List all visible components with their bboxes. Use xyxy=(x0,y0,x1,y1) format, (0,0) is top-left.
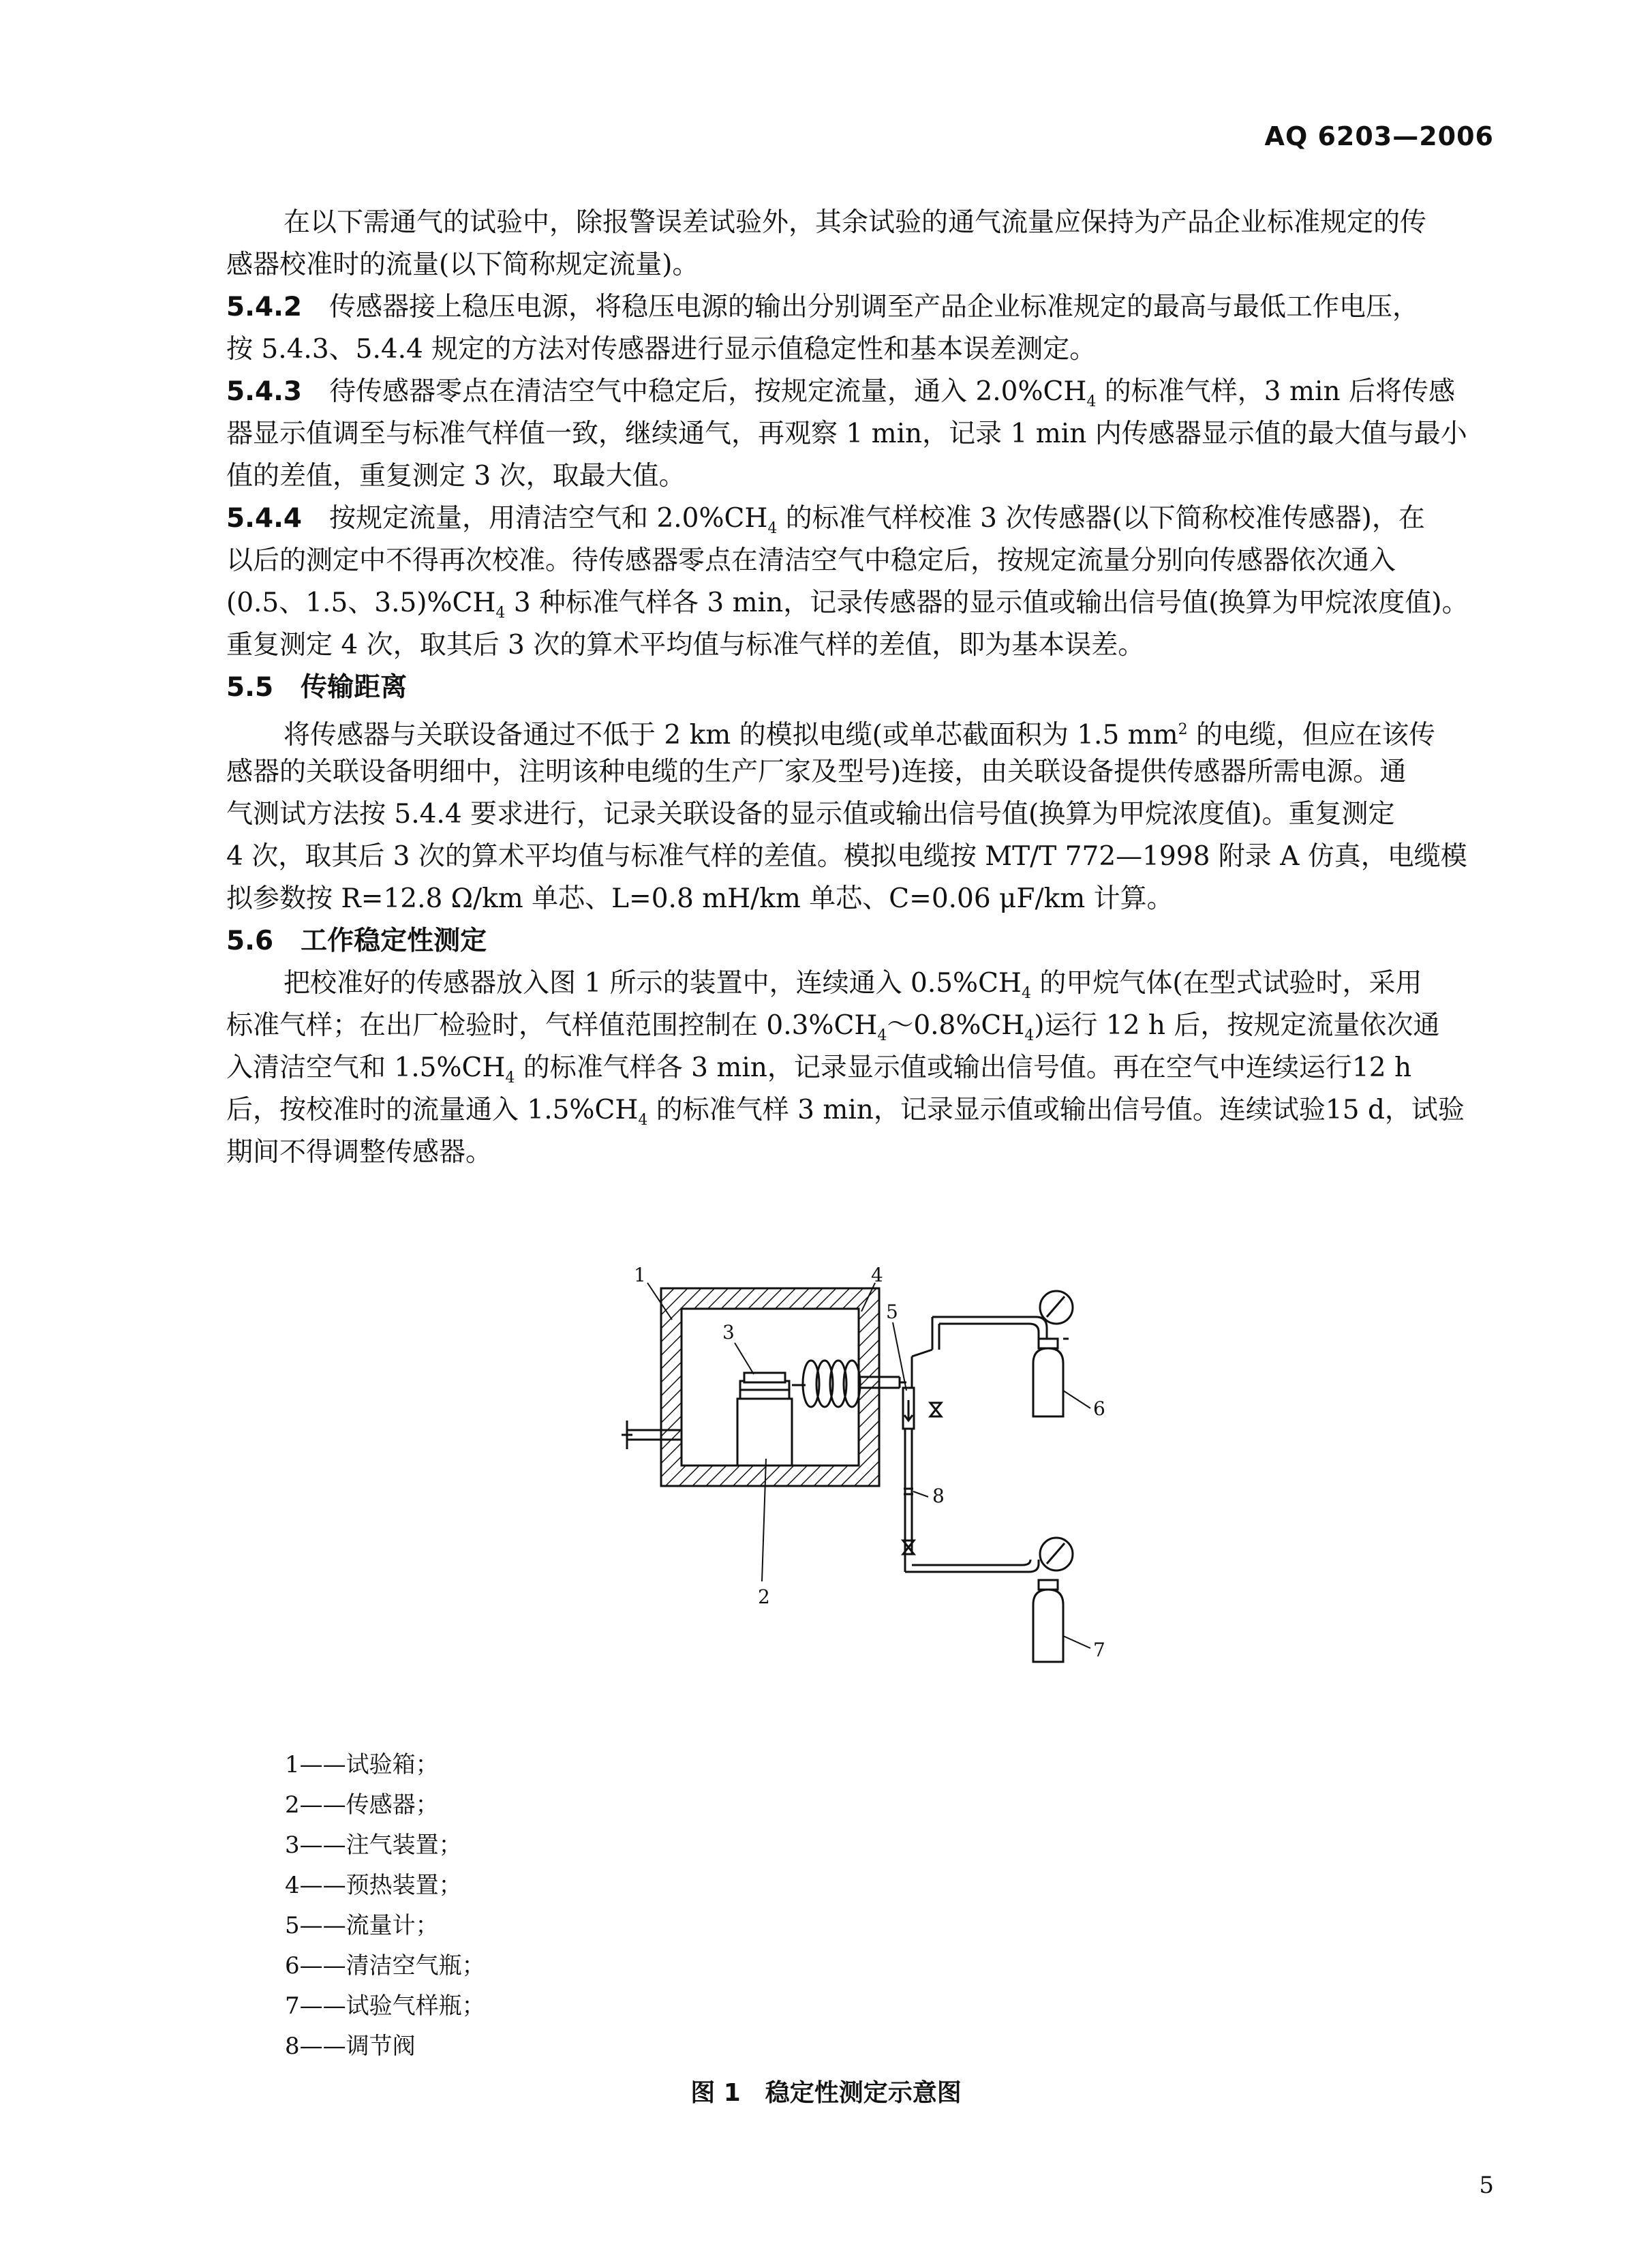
text-line xyxy=(226,455,1540,498)
clean-air-cylinder xyxy=(1033,1291,1073,1416)
section-line xyxy=(226,371,1540,413)
subscript: 4 xyxy=(1021,984,1031,1002)
text-segment: 工作稳定性测定 xyxy=(301,926,487,956)
label-5: 5 xyxy=(886,1301,898,1323)
subscript: 4 xyxy=(495,604,506,622)
text-segment: 按规定流量，用清洁空气和 2.0%CH xyxy=(329,503,768,534)
label-8: 8 xyxy=(932,1485,945,1507)
text-segment: 在以下需通气的试验中，除报警误差试验外，其余试验的通气流量应保持为产品企业标准规定的传 xyxy=(284,207,1427,238)
text-segment: 的标准气样，3 min 后将传感 xyxy=(1096,376,1455,407)
legend-item: 7——试验气样瓶； xyxy=(285,1992,485,2020)
legend-item: 5——流量计； xyxy=(285,1912,439,1939)
superscript: 2 xyxy=(1178,721,1188,738)
text-segment: 值的差值，重复测定 3 次，取最大值。 xyxy=(226,461,686,491)
section-line xyxy=(226,498,1540,540)
legend-item: 4——预热装置； xyxy=(285,1872,462,1899)
text-segment: 拟参数按 R=12.8 Ω/km 单芯、L=0.8 mH/km 单芯、C=0.06 μF/km 计算。 xyxy=(226,883,1174,914)
body-text xyxy=(226,202,1540,1174)
legend-item: 8——调节阀 xyxy=(285,2033,416,2060)
text-line xyxy=(226,793,1540,836)
text-segment: 按 5.4.3、5.4.4 规定的方法对传感器进行显示值稳定性和基本误差测定。 xyxy=(226,334,1097,365)
text-line xyxy=(226,1089,1540,1132)
text-line xyxy=(226,329,1540,371)
text-line xyxy=(226,202,1540,244)
piping xyxy=(900,1317,1047,1572)
text-segment: 的电缆，但应在该传 xyxy=(1187,720,1436,750)
text-line xyxy=(226,878,1540,920)
text-line xyxy=(226,624,1540,667)
text-segment: 传感器接上稳压电源，将稳压电源的输出分别调至产品企业标准规定的最高与最低工作电压， xyxy=(329,292,1420,322)
legend-item: 3——注气装置； xyxy=(285,1832,462,1859)
text-segment: 气测试方法按 5.4.4 要求进行，记录关联设备的显示值或输出信号值(换算为甲烷浓度值)。重复测定 xyxy=(226,799,1395,830)
legend-item: 1——试验箱； xyxy=(285,1751,439,1778)
text-segment: 后，按校准时的流量通入 1.5%CH xyxy=(226,1095,639,1125)
label-4: 4 xyxy=(871,1264,883,1286)
text-line xyxy=(226,582,1540,624)
text-segment: 将传感器与关联设备通过不低于 2 km 的模拟电缆(或单芯截面积为 1.5 mm xyxy=(284,720,1178,750)
subscript: 4 xyxy=(505,1069,515,1087)
subscript: 4 xyxy=(877,1027,887,1044)
text-segment: 的标准气样校准 3 次传感器(以下简称校准传感器)，在 xyxy=(777,503,1425,534)
text-segment: 器显示值调至与标准气样值一致，继续通气，再观察 1 min，记录 1 min 内传感器显示值的最大值与最小 xyxy=(226,419,1467,449)
text-line xyxy=(226,836,1540,878)
text-segment: 3 种标准气样各 3 min，记录传感器的显示值或输出信号值(换算为甲烷浓度值)。 xyxy=(505,588,1469,618)
text-line xyxy=(226,540,1540,582)
legend-item: 2——传感器； xyxy=(285,1791,439,1819)
text-segment: ～0.8%CH xyxy=(887,1010,1025,1041)
text-segment: 传输距离 xyxy=(301,672,408,703)
page-number: 5 xyxy=(1479,2172,1494,2199)
text-segment: 期间不得调整传感器。 xyxy=(226,1137,493,1168)
subscript: 4 xyxy=(1024,1027,1035,1044)
text-segment: (0.5、1.5、3.5)%CH xyxy=(226,588,496,618)
label-2: 2 xyxy=(758,1585,770,1608)
label-3: 3 xyxy=(722,1321,735,1344)
text-segment: 入清洁空气和 1.5%CH xyxy=(226,1052,506,1083)
section-line xyxy=(226,286,1540,329)
label-6: 6 xyxy=(1093,1397,1105,1420)
text-segment: 待传感器零点在清洁空气中稳定后，按规定流量，通入 2.0%CH xyxy=(329,376,1087,407)
text-line xyxy=(226,244,1540,286)
text-line xyxy=(226,1047,1540,1089)
text-line xyxy=(226,751,1540,793)
text-segment: 的甲烷气体(在型式试验时，采用 xyxy=(1030,968,1422,999)
text-segment: 把校准好的传感器放入图 1 所示的装置中，连续通入 0.5%CH xyxy=(284,968,1022,999)
text-segment: 感器校准时的流量(以下简称规定流量)。 xyxy=(226,249,699,280)
text-segment: 标准气样；在出厂检验时，气样值范围控制在 0.3%CH xyxy=(226,1010,878,1041)
text-line xyxy=(226,413,1540,455)
label-7: 7 xyxy=(1093,1639,1105,1661)
section-number: 5.4.2 xyxy=(226,292,303,322)
section-number: 5.6 xyxy=(226,926,274,956)
section-line xyxy=(226,920,1540,962)
figure-legend xyxy=(285,1745,485,2067)
text-segment: 的标准气样各 3 min，记录显示值或输出信号值。再在空气中连续运行12 h xyxy=(515,1052,1412,1083)
subscript: 4 xyxy=(638,1111,648,1129)
text-segment: 以后的测定中不得再次校准。待传感器零点在清洁空气中稳定后，按规定流量分别向传感器依次通入 xyxy=(226,545,1396,576)
text-segment: 重复测定 4 次，取其后 3 次的算术平均值与标准气样的差值，即为基本误差。 xyxy=(226,630,1145,661)
test-gas-cylinder xyxy=(1033,1538,1073,1662)
figure-caption: 图 1 稳定性测定示意图 xyxy=(690,2079,962,2107)
section-number: 5.4.4 xyxy=(226,503,303,534)
stability-test-diagram xyxy=(586,1254,1199,1718)
document-code: AQ 6203—2006 xyxy=(1264,121,1494,151)
text-segment: 4 次，取其后 3 次的算术平均值与标准气样的差值。模拟电缆按 MT/T 772—1998 附录 A 仿真，电缆模 xyxy=(226,841,1467,872)
text-segment: 的标准气样 3 min，记录显示值或输出信号值。连续试验15 d，试验 xyxy=(647,1095,1465,1125)
sensor xyxy=(737,1373,792,1466)
subscript: 4 xyxy=(767,519,778,537)
text-line xyxy=(226,1005,1540,1047)
section-line xyxy=(226,667,1540,709)
text-line xyxy=(226,709,1540,751)
text-line xyxy=(226,962,1540,1005)
legend-item: 6——清洁空气瓶； xyxy=(285,1952,485,1979)
text-segment: )运行 12 h 后，按规定流量依次通 xyxy=(1034,1010,1440,1041)
section-number: 5.4.3 xyxy=(226,376,303,407)
section-number: 5.5 xyxy=(226,672,274,703)
subscript: 4 xyxy=(1086,393,1097,410)
label-1: 1 xyxy=(634,1264,646,1286)
text-segment: 感器的关联设备明细中，注明该种电缆的生产厂家及型号)连接，由关联设备提供传感器所需电源。通 xyxy=(226,757,1407,787)
text-line xyxy=(226,1132,1540,1174)
